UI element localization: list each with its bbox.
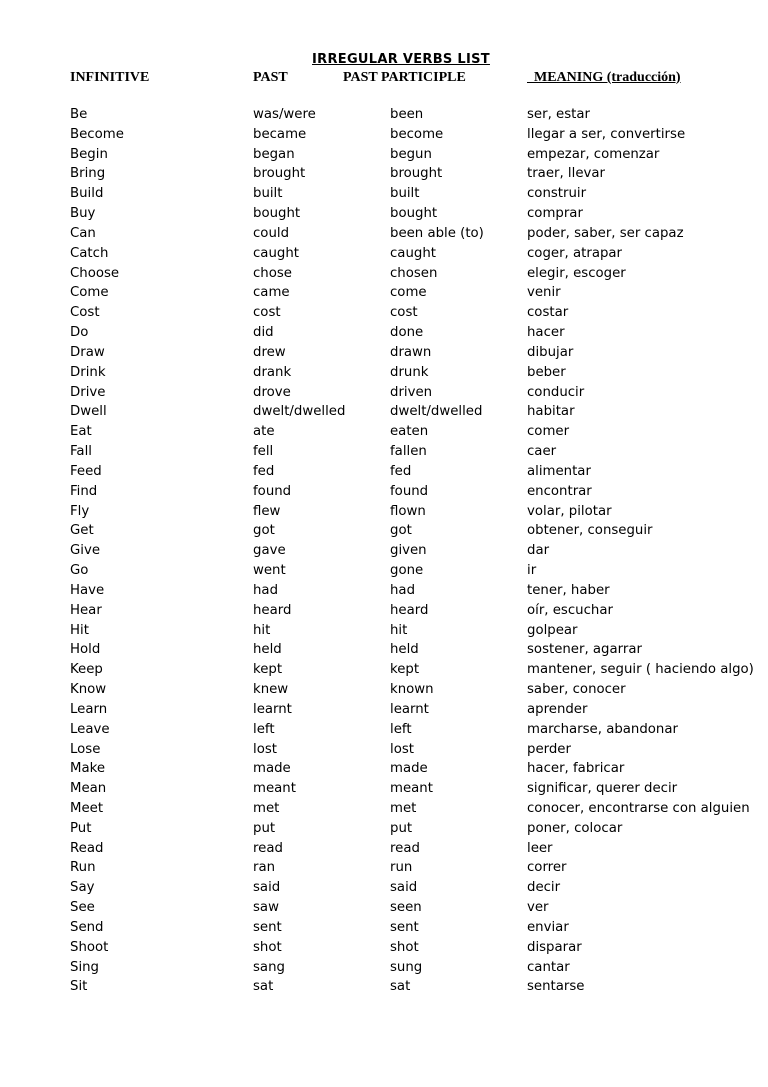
- verb-past-participle: drawn: [390, 344, 432, 360]
- verb-past: sent: [253, 919, 282, 935]
- table-row: [0, 839, 768, 859]
- verb-past: left: [253, 721, 275, 737]
- table-row: [0, 521, 768, 541]
- verb-meaning: hacer, fabricar: [527, 761, 625, 777]
- verb-meaning: construir: [527, 186, 587, 202]
- verb-past-participle: read: [390, 840, 420, 856]
- verb-past: lost: [253, 741, 277, 757]
- table-row: [0, 244, 768, 264]
- verb-past: ate: [253, 424, 275, 440]
- verb-infinitive: Shoot: [70, 939, 109, 955]
- table-row: [0, 482, 768, 502]
- verb-past: sang: [253, 959, 285, 975]
- verb-meaning: sentarse: [527, 979, 585, 995]
- table-row: [0, 224, 768, 244]
- verb-meaning: costar: [527, 305, 569, 321]
- verb-past: hit: [253, 622, 271, 638]
- verb-infinitive: Hold: [70, 642, 101, 658]
- verb-past-participle: brought: [390, 166, 443, 182]
- verb-meaning: beber: [527, 364, 566, 380]
- verb-past-participle: said: [390, 880, 418, 896]
- verb-meaning: sostener, agarrar: [527, 642, 642, 658]
- verb-infinitive: Drive: [70, 384, 106, 400]
- verb-past-participle: eaten: [390, 424, 429, 440]
- table-row: [0, 700, 768, 720]
- verb-meaning: decir: [527, 880, 561, 896]
- verb-past-participle: gone: [390, 563, 424, 579]
- verb-meaning: poder, saber, ser capaz: [527, 225, 684, 241]
- verb-past-participle: begun: [390, 146, 432, 162]
- verb-infinitive: Meet: [70, 800, 104, 816]
- verb-past-participle: learnt: [390, 701, 429, 717]
- verb-infinitive: Be: [70, 107, 88, 122]
- table-row: [0, 740, 768, 760]
- verb-meaning: significar, querer decir: [527, 781, 678, 797]
- verb-past-participle: put: [390, 820, 413, 836]
- verb-past: said: [253, 880, 281, 896]
- verb-infinitive: Give: [70, 543, 101, 559]
- verb-past-participle: heard: [390, 602, 429, 618]
- verb-meaning: obtener, conseguir: [527, 523, 653, 539]
- verb-past: meant: [253, 781, 296, 797]
- verb-infinitive: Make: [70, 761, 106, 777]
- verb-past: met: [253, 800, 280, 816]
- table-row: [0, 264, 768, 284]
- verb-infinitive: Say: [70, 880, 95, 896]
- verb-infinitive: Draw: [70, 344, 105, 360]
- verb-meaning: golpear: [527, 622, 578, 638]
- table-row: [0, 541, 768, 561]
- table-row: [0, 759, 768, 779]
- verb-infinitive: Mean: [70, 781, 107, 797]
- verb-past: was/were: [253, 107, 316, 122]
- verb-infinitive: Read: [70, 840, 104, 856]
- verb-past-participle: found: [390, 483, 429, 499]
- verb-past: drove: [253, 384, 291, 400]
- verb-past-participle: got: [390, 523, 412, 539]
- verb-past: had: [253, 582, 279, 598]
- header-meaning: MEANING (traducción): [527, 70, 681, 85]
- table-row: [0, 858, 768, 878]
- verb-past: found: [253, 483, 292, 499]
- table-row: [0, 442, 768, 462]
- table-row: [0, 918, 768, 938]
- verb-meaning: marcharse, abandonar: [527, 721, 678, 737]
- verb-meaning: ver: [527, 900, 549, 916]
- verb-infinitive: Fly: [70, 503, 90, 519]
- verb-meaning: volar, pilotar: [527, 503, 612, 519]
- column-header-row: [0, 68, 768, 88]
- verb-past-participle: sat: [390, 979, 411, 995]
- verb-past: built: [253, 186, 283, 202]
- verb-past: caught: [253, 245, 299, 261]
- verb-infinitive: Keep: [70, 662, 103, 678]
- header-past-participle: PAST PARTICIPLE: [343, 70, 466, 85]
- verb-meaning: ir: [527, 563, 537, 579]
- verb-infinitive: See: [70, 900, 95, 916]
- verb-infinitive: Learn: [70, 701, 108, 717]
- table-row: [0, 581, 768, 601]
- table-row: [0, 601, 768, 621]
- verb-past-participle: run: [390, 860, 413, 876]
- verb-past-participle: caught: [390, 245, 436, 261]
- verb-infinitive: Send: [70, 919, 104, 935]
- verb-infinitive: Catch: [70, 245, 109, 261]
- verb-infinitive: Fall: [70, 444, 92, 460]
- verb-infinitive: Find: [70, 483, 98, 499]
- verb-meaning: empezar, comenzar: [527, 146, 660, 162]
- verb-infinitive: Begin: [70, 146, 108, 162]
- verb-past-participle: chosen: [390, 265, 438, 281]
- table-row: [0, 184, 768, 204]
- verb-infinitive: Build: [70, 186, 104, 202]
- verb-meaning: tener, haber: [527, 582, 610, 598]
- verb-past-participle: become: [390, 126, 444, 142]
- verb-past-participle: fallen: [390, 444, 427, 460]
- verb-past: brought: [253, 166, 306, 182]
- verb-past-participle: made: [390, 761, 428, 777]
- table-row: [0, 640, 768, 660]
- verb-past: fell: [253, 444, 274, 460]
- verb-meaning: caer: [527, 444, 557, 460]
- verb-past-participle: driven: [390, 384, 433, 400]
- verb-past: put: [253, 820, 276, 836]
- verb-past: did: [253, 325, 274, 341]
- verb-past: cost: [253, 305, 281, 321]
- verb-past-participle: bought: [390, 206, 438, 222]
- table-row: [0, 164, 768, 184]
- verb-past-participle: drunk: [390, 364, 429, 380]
- verb-meaning: dar: [527, 543, 550, 559]
- verb-meaning: disparar: [527, 939, 582, 955]
- verb-infinitive: Choose: [70, 265, 120, 281]
- verb-table: [0, 105, 768, 997]
- verb-meaning: conocer, encontrarse con alguien: [527, 800, 750, 816]
- verb-past: ran: [253, 860, 276, 876]
- verb-past-participle: held: [390, 642, 419, 658]
- table-row: [0, 660, 768, 680]
- verb-past-participle: kept: [390, 662, 420, 678]
- verb-meaning: ser, estar: [527, 107, 590, 122]
- table-row: [0, 621, 768, 641]
- verb-past-participle: lost: [390, 741, 414, 757]
- verb-past-participle: come: [390, 285, 427, 301]
- table-row: [0, 283, 768, 303]
- verb-infinitive: Sing: [70, 959, 100, 975]
- table-row: [0, 680, 768, 700]
- verb-past: made: [253, 761, 291, 777]
- verb-past: got: [253, 523, 275, 539]
- table-row: [0, 402, 768, 422]
- verb-infinitive: Can: [70, 225, 96, 241]
- verb-past-participle: cost: [390, 305, 418, 321]
- verb-infinitive: Drink: [70, 364, 106, 380]
- verb-meaning: dibujar: [527, 344, 574, 360]
- verb-past: bought: [253, 206, 301, 222]
- table-row: [0, 898, 768, 918]
- verb-past: dwelt/dwelled: [253, 404, 346, 420]
- verb-infinitive: Feed: [70, 463, 102, 479]
- verb-meaning: cantar: [527, 959, 570, 975]
- verb-infinitive: Hear: [70, 602, 102, 618]
- header-infinitive: INFINITIVE: [70, 70, 150, 85]
- verb-infinitive: Become: [70, 126, 124, 142]
- verb-past-participle: meant: [390, 781, 433, 797]
- title-text: IRREGULAR VERBS LIST: [312, 52, 490, 67]
- verb-past: knew: [253, 682, 289, 698]
- verb-past-participle: seen: [390, 900, 422, 916]
- verb-past: drew: [253, 344, 286, 360]
- verb-infinitive: Buy: [70, 206, 96, 222]
- verb-meaning: llegar a ser, convertirse: [527, 126, 686, 142]
- verb-meaning: leer: [527, 840, 553, 856]
- verb-past-participle: built: [390, 186, 420, 202]
- table-row: [0, 323, 768, 343]
- verb-past-participle: sung: [390, 959, 423, 975]
- verb-past: went: [253, 563, 286, 579]
- verb-past-participle: had: [390, 582, 416, 598]
- verb-past: saw: [253, 900, 279, 916]
- verb-infinitive: Sit: [70, 979, 88, 995]
- verb-past: drank: [253, 364, 292, 380]
- table-row: [0, 878, 768, 898]
- header-past: PAST: [253, 70, 288, 85]
- verb-past-participle: been: [390, 107, 424, 122]
- table-row: [0, 561, 768, 581]
- verb-infinitive: Come: [70, 285, 109, 301]
- table-row: [0, 303, 768, 323]
- verb-meaning: aprender: [527, 701, 588, 717]
- verb-past-participle: given: [390, 543, 427, 559]
- verb-meaning: encontrar: [527, 483, 592, 499]
- verb-past: came: [253, 285, 290, 301]
- table-row: [0, 204, 768, 224]
- verb-past-participle: fed: [390, 463, 412, 479]
- verb-infinitive: Put: [70, 820, 92, 836]
- verb-past-participle: dwelt/dwelled: [390, 404, 483, 420]
- verb-past-participle: done: [390, 325, 424, 341]
- verb-past: sat: [253, 979, 274, 995]
- verb-past: held: [253, 642, 282, 658]
- verb-past: became: [253, 126, 307, 142]
- verb-past: began: [253, 146, 295, 162]
- verb-past-participle: met: [390, 800, 417, 816]
- table-row: [0, 363, 768, 383]
- verb-past: chose: [253, 265, 292, 281]
- verb-infinitive: Dwell: [70, 404, 107, 420]
- verb-meaning: mantener, seguir ( haciendo algo): [527, 662, 754, 678]
- verb-meaning: poner, colocar: [527, 820, 623, 836]
- verb-infinitive: Run: [70, 860, 96, 876]
- verb-past: shot: [253, 939, 282, 955]
- verb-past: could: [253, 225, 290, 241]
- verb-past-participle: hit: [390, 622, 408, 638]
- verb-past-participle: sent: [390, 919, 419, 935]
- table-row: [0, 105, 768, 125]
- verb-infinitive: Cost: [70, 305, 100, 321]
- table-row: [0, 145, 768, 165]
- verb-infinitive: Eat: [70, 424, 92, 440]
- table-row: [0, 938, 768, 958]
- verb-meaning: coger, atrapar: [527, 245, 623, 261]
- verb-past: read: [253, 840, 283, 856]
- verb-meaning: venir: [527, 285, 561, 301]
- verb-infinitive: Lose: [70, 741, 101, 757]
- verb-meaning: elegir, escoger: [527, 265, 626, 281]
- verb-meaning: enviar: [527, 919, 569, 935]
- table-row: [0, 422, 768, 442]
- verb-past: kept: [253, 662, 283, 678]
- verb-meaning: comer: [527, 424, 570, 440]
- verb-meaning: traer, llevar: [527, 166, 605, 182]
- table-row: [0, 779, 768, 799]
- table-row: [0, 125, 768, 145]
- verb-infinitive: Do: [70, 325, 89, 341]
- verb-past: heard: [253, 602, 292, 618]
- table-row: [0, 462, 768, 482]
- verb-meaning: conducir: [527, 384, 585, 400]
- verb-meaning: habitar: [527, 404, 575, 420]
- verb-past-participle: known: [390, 682, 434, 698]
- verb-meaning: correr: [527, 860, 567, 876]
- verb-past-participle: shot: [390, 939, 419, 955]
- table-row: [0, 977, 768, 997]
- table-row: [0, 799, 768, 819]
- verb-past: learnt: [253, 701, 292, 717]
- verb-infinitive: Go: [70, 563, 89, 579]
- table-row: [0, 958, 768, 978]
- verb-past: gave: [253, 543, 286, 559]
- verb-past-participle: flown: [390, 503, 426, 519]
- verb-meaning: saber, conocer: [527, 682, 626, 698]
- verb-meaning: oír, escuchar: [527, 602, 613, 618]
- table-row: [0, 343, 768, 363]
- document-title: [0, 50, 768, 70]
- verb-infinitive: Hit: [70, 622, 89, 638]
- verb-infinitive: Know: [70, 682, 107, 698]
- table-row: [0, 383, 768, 403]
- verb-infinitive: Get: [70, 523, 94, 539]
- verb-past: fed: [253, 463, 275, 479]
- verb-past-participle: left: [390, 721, 412, 737]
- verb-infinitive: Leave: [70, 721, 110, 737]
- verb-meaning: alimentar: [527, 463, 591, 479]
- table-row: [0, 502, 768, 522]
- verb-meaning: perder: [527, 741, 571, 757]
- verb-meaning: comprar: [527, 206, 583, 222]
- table-row: [0, 819, 768, 839]
- table-row: [0, 720, 768, 740]
- verb-meaning: hacer: [527, 325, 565, 341]
- verb-infinitive: Bring: [70, 166, 106, 182]
- verb-infinitive: Have: [70, 582, 105, 598]
- verb-past-participle: been able (to): [390, 225, 484, 241]
- verb-past: flew: [253, 503, 281, 519]
